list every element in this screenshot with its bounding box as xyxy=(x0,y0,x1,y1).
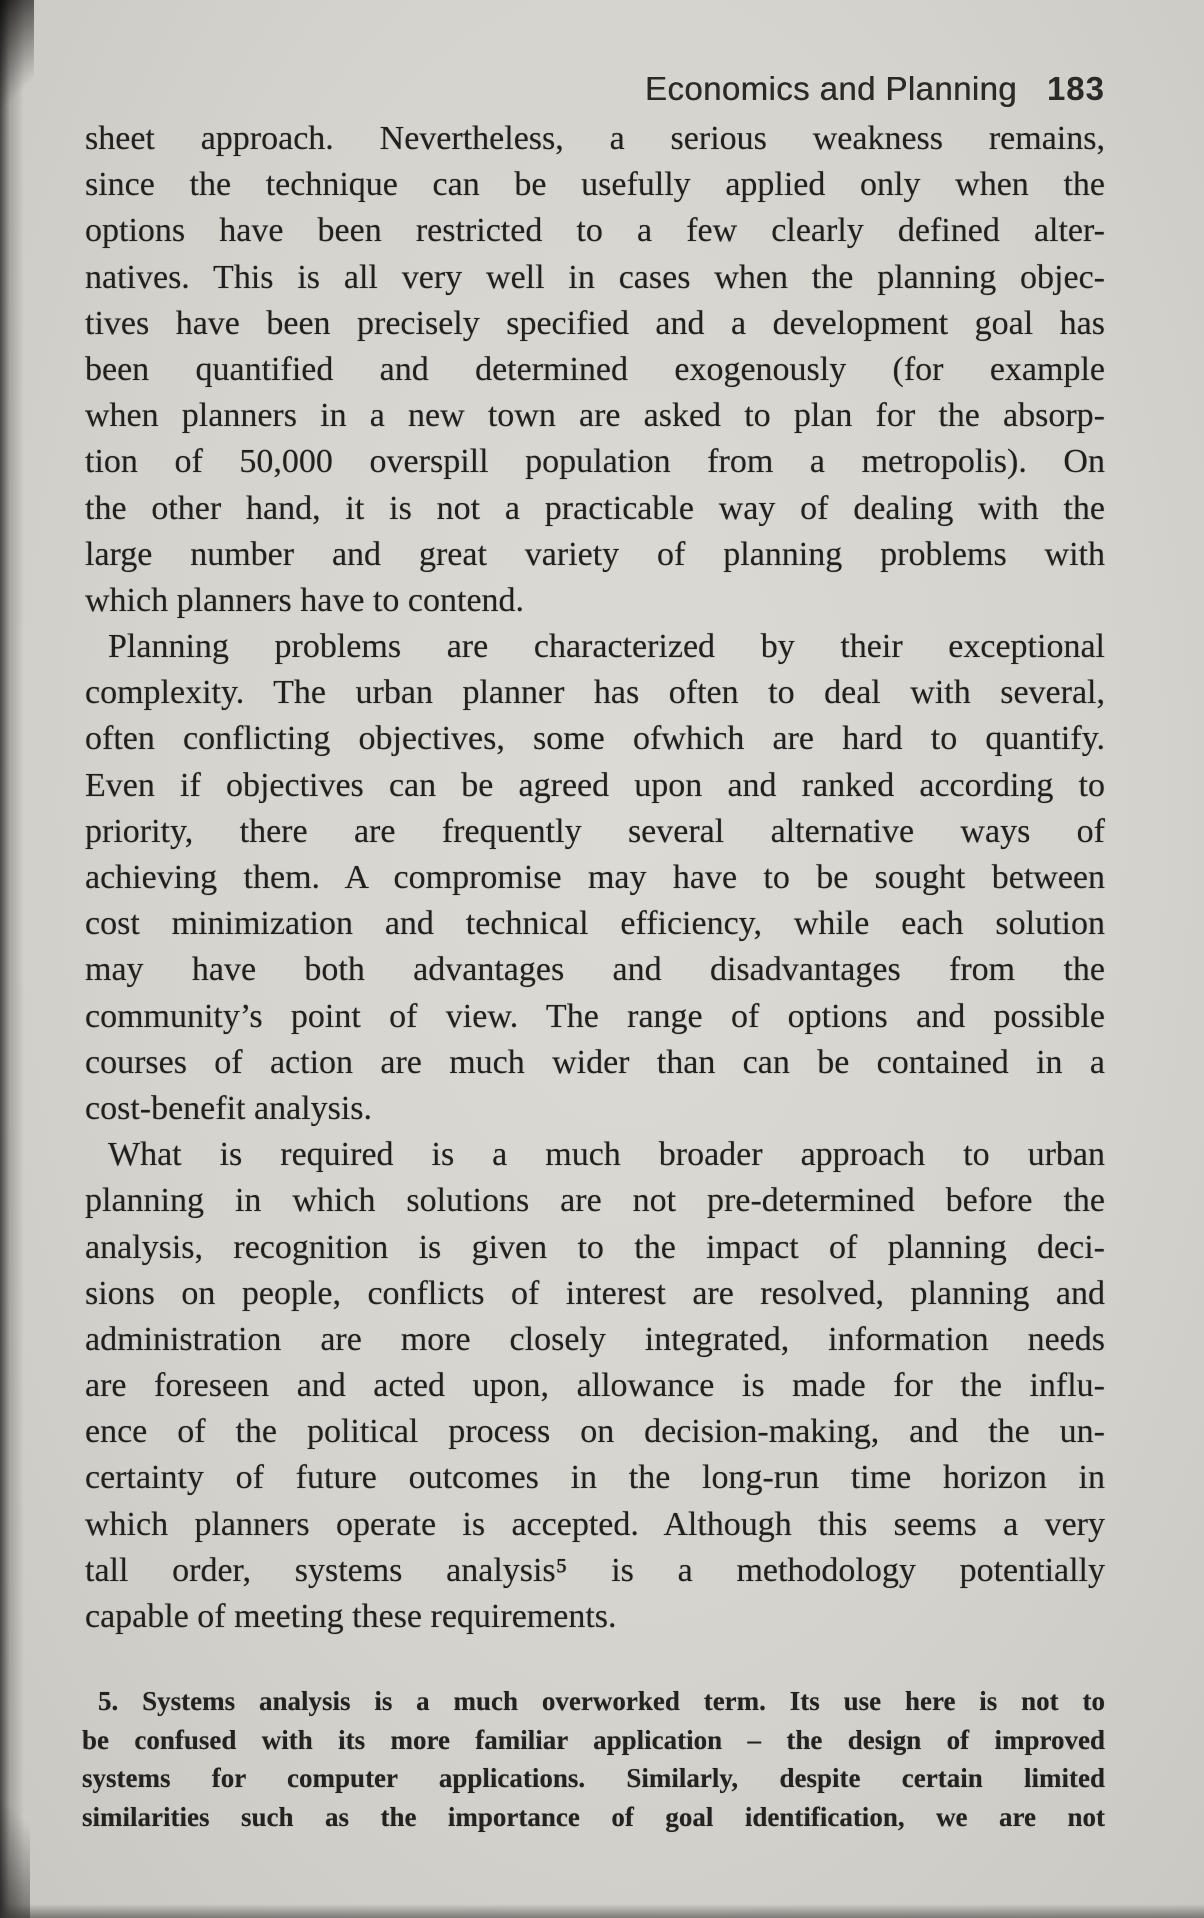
text-line: courses of action are much wider than can be contained in a xyxy=(85,1043,1105,1081)
footnote-line: systems for computer applications. Similarly, despite certain limited xyxy=(82,1763,1105,1794)
paragraph xyxy=(85,1132,1105,1640)
text-line: Even if objectives can be agreed upon and ranked according to xyxy=(85,766,1105,804)
text-line: since the technique can be usefully applied only when the xyxy=(85,166,1105,204)
footnote-line: similarities such as the importance of goal identification, we are not xyxy=(82,1801,1105,1832)
text-line: often conflicting objectives, some ofwhich are hard to quantify. xyxy=(85,720,1105,758)
text-line: What is required is a much broader approach to urban xyxy=(108,1136,1105,1174)
text-line: sheet approach. Nevertheless, a serious weakness remains, xyxy=(85,120,1105,157)
page-left-edge-shadow xyxy=(0,0,24,1918)
text-line: the other hand, it is not a practicable way of dealing with the xyxy=(85,489,1105,527)
paragraph xyxy=(85,116,1105,624)
text-line: cost minimization and technical efficiency, while each solution xyxy=(85,905,1105,943)
text-line: which planners operate is accepted. Although this seems a very xyxy=(85,1505,1105,1543)
text-line: tion of 50,000 overspill population from a metropolis). On xyxy=(85,443,1105,481)
page-bottom-left-corner-shadow xyxy=(0,1758,30,1918)
running-head-title: Economics and Planning xyxy=(644,70,1017,107)
text-line: achieving them. A compromise may have to be sought between xyxy=(85,859,1105,896)
text-line: analysis, recognition is given to the impact of planning deci- xyxy=(85,1228,1105,1266)
text-line: are foreseen and acted upon, allowance is made for the influ- xyxy=(85,1367,1105,1405)
footnote xyxy=(82,1682,1105,1836)
text-line: natives. This is all very well in cases when the planning objec- xyxy=(85,258,1105,296)
text-line: been quantified and determined exogenously (for example xyxy=(85,350,1105,388)
text-line: large number and great variety of planning problems with xyxy=(85,535,1105,573)
text-line: cost-benefit analysis. xyxy=(85,1089,373,1127)
text-line: complexity. The urban planner has often to deal with several, xyxy=(85,674,1105,712)
text-line: capable of meeting these requirements. xyxy=(85,1598,617,1635)
text-line: tall order, systems analysis⁵ is a methodology potentially xyxy=(85,1551,1105,1589)
text-line: priority, there are frequently several alternative ways of xyxy=(85,812,1105,850)
text-line: which planners have to contend. xyxy=(85,581,525,619)
paragraph xyxy=(85,624,1105,1132)
text-line: Planning problems are characterized by their exceptional xyxy=(108,628,1105,666)
text-line: administration are more closely integrated, information needs xyxy=(85,1320,1105,1358)
footnote-line: be confused with its more familiar application – the design of improved xyxy=(82,1724,1105,1755)
text-line: ence of the political process on decision-making, and the un- xyxy=(85,1413,1105,1451)
footnote-line: 5. Systems analysis is a much overworked term. Its use here is not to xyxy=(98,1686,1105,1716)
text-line: may have both advantages and disadvantages from the xyxy=(85,951,1105,989)
running-head xyxy=(85,70,1105,108)
page-number: 183 xyxy=(1046,70,1105,107)
body-text xyxy=(85,116,1105,1640)
text-line: tives have been precisely specified and a development goal has xyxy=(85,304,1105,342)
text-line: community’s point of view. The range of options and possible xyxy=(85,997,1105,1035)
text-line: sions on people, conflicts of interest are resolved, planning and xyxy=(85,1274,1105,1312)
page-top-left-corner-shadow xyxy=(0,0,34,140)
text-line: when planners in a new town are asked to plan for the absorp- xyxy=(85,397,1105,435)
text-line: options have been restricted to a few clearly defined alter- xyxy=(85,212,1105,250)
text-line: certainty of future outcomes in the long-run time horizon in xyxy=(85,1459,1105,1497)
page-bottom-edge-shadow xyxy=(0,1904,1204,1918)
text-line: planning in which solutions are not pre-determined before the xyxy=(85,1182,1105,1220)
